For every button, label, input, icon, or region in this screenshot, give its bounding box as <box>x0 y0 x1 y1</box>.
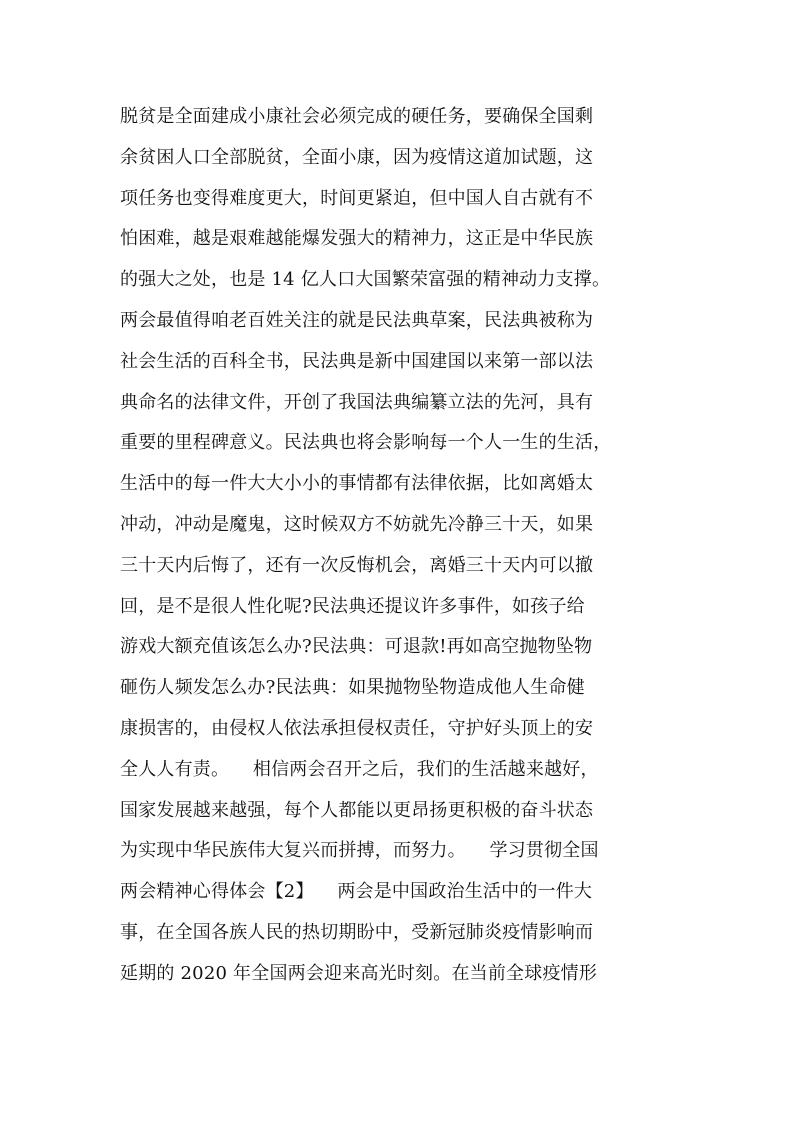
text-line: 脱贫是全面建成小康社会必须完成的硬任务，要确保全国剩 <box>120 106 594 127</box>
text-line: 全人人有责。 相信两会召开之后，我们的生活越来越好， <box>120 758 599 780</box>
text-line: 回，是不是很人性化呢?民法典还提议许多事件，如孩子给 <box>120 595 585 617</box>
text-line: 怕困难，越是艰难越能爆发强大的精神力，这正是中华民族 <box>120 228 594 250</box>
text-line: 重要的里程碑意义。民法典也将会影响每一个人一生的生活， <box>120 432 612 454</box>
text-line: 康损害的，由侵权人依法承担侵权责任，守护好头顶上的安 <box>120 717 594 739</box>
text-line: 生活中的每一件大大小小的事情都有法律依据，比如离婚太 <box>120 473 594 495</box>
text-line: 项任务也变得难度更大，时间更紧迫，但中国人自古就有不 <box>120 187 594 209</box>
text-line: 余贫困人口全部脱贫，全面小康，因为疫情这道加试题，这 <box>120 146 594 168</box>
body-text <box>120 97 690 995</box>
text-line: 的强大之处，也是 14 亿人口大国繁荣富强的精神动力支撑。 <box>120 269 611 291</box>
text-line: 事，在全国各族人民的热切期盼中，受新冠肺炎疫情影响而 <box>120 921 594 943</box>
text-line: 延期的 2020 年全国两会迎来高光时刻。在当前全球疫情形 <box>120 962 598 984</box>
text-line: 国家发展越来越强，每个人都能以更昂扬更积极的奋斗状态 <box>120 799 594 821</box>
text-line: 两会最值得咱老百姓关注的就是民法典草案，民法典被称为 <box>120 309 594 331</box>
text-line: 游戏大额充值该怎么办?民法典：可退款!再如高空抛物坠物 <box>120 636 593 658</box>
text-line: 社会生活的百科全书，民法典是新中国建国以来第一部以法 <box>120 350 594 372</box>
text-line: 两会精神心得体会【2】 两会是中国政治生活中的一件大 <box>120 881 593 903</box>
text-line: 冲动，冲动是魔鬼，这时候双方不妨就先冷静三十天，如果 <box>120 513 594 535</box>
text-line: 为实现中华民族伟大复兴而拼搏，而努力。 学习贯彻全国 <box>120 840 599 862</box>
text-line: 典命名的法律文件，开创了我国法典编纂立法的先河，具有 <box>120 391 594 413</box>
text-line: 三十天内后悔了，还有一次反悔机会，离婚三十天内可以撤 <box>120 554 594 576</box>
text-line: 砸伤人频发怎么办?民法典：如果抛物坠物造成他人生命健 <box>120 677 585 699</box>
